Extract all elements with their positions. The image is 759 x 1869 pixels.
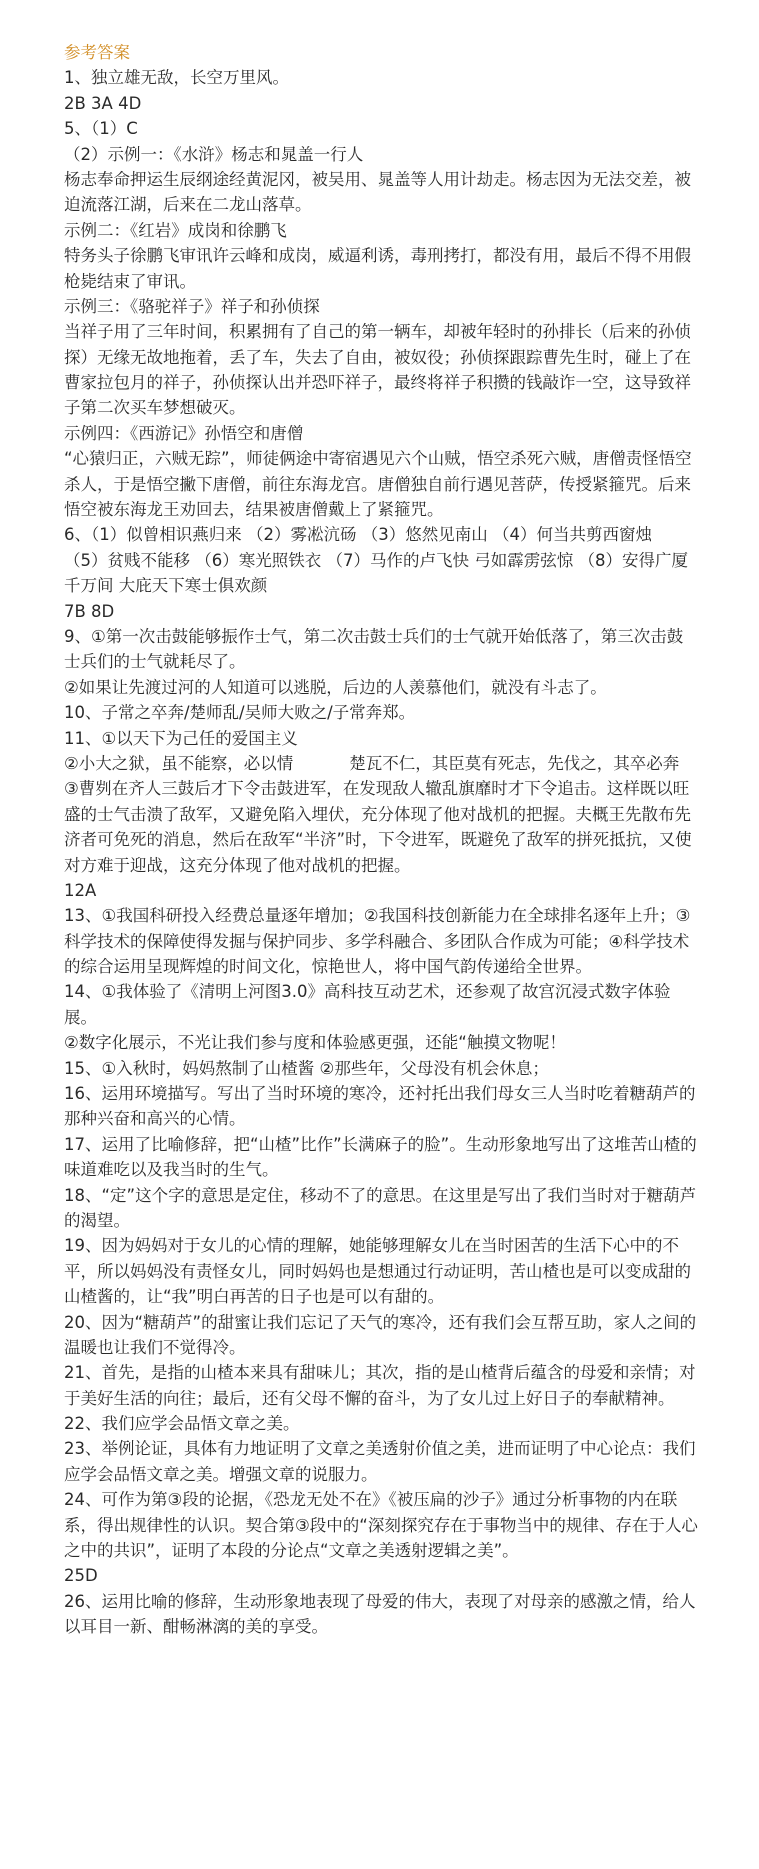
answer-line: 21、首先，是指的山楂本来具有甜味儿；其次，指的是山楂背后蕴含的母爱和亲情；对	[64, 1363, 696, 1383]
answer-line: 山楂酱的，让“我”明白再苦的日子也是可以有甜的。	[64, 1287, 445, 1307]
answer-line: 迫流落江湖，后来在二龙山落草。	[64, 195, 312, 215]
answer-line: 22、我们应学会品悟文章之美。	[64, 1414, 300, 1434]
answer-line: 的综合运用呈现辉煌的时间文化，惊艳世人，将中国气韵传递给全世界。	[64, 957, 592, 977]
answer-line: 2B 3A 4D	[64, 93, 142, 113]
answer-line-right: 楚瓦不仁，其臣莫有死志，先伐之，其卒必奔	[349, 753, 680, 773]
answer-line-left: ②小大之狱，虽不能察，必以情	[64, 753, 294, 773]
answer-line: （2）示例一：《水浒》杨志和晁盖一行人	[64, 144, 364, 164]
answer-line: 示例四：《西游记》孙悟空和唐僧	[64, 423, 304, 443]
answer-line: 示例二：《红岩》成岗和徐鹏飞	[64, 220, 287, 240]
answer-line: 于美好生活的向往；最后，还有父母不懈的奋斗，为了女儿过上好日子的奉献精神。	[64, 1388, 675, 1408]
answer-line: 特务头子徐鹏飞审讯许云峰和成岗，威逼利诱，毒刑拷打，都没有用，最后不得不用假	[64, 246, 691, 266]
answer-line: 19、因为妈妈对于女儿的心情的理解，她能够理解女儿在当时困苦的生活下心中的不	[64, 1236, 679, 1256]
answer-line: 应学会品悟文章之美。增强文章的说服力。	[64, 1464, 378, 1484]
answer-line: 15、①入秋时，妈妈熬制了山楂酱 ②那些年，父母没有机会休息；	[64, 1058, 549, 1078]
answer-line: 24、可作为第③段的论据，《恐龙无处不在》《被压扁的沙子》通过分析事物的内在联	[64, 1490, 678, 1510]
answer-line: 13、①我国科研投入经费总量逐年增加；②我国科技创新能力在全球排名逐年上升；③	[64, 906, 691, 926]
answer-line: 那种兴奋和高兴的心情。	[64, 1109, 246, 1129]
answer-line: 杨志奉命押运生辰纲途经黄泥冈，被吴用、晁盖等人用计劫走。杨志因为无法交差，被	[64, 169, 691, 189]
answer-line: 17、运用了比喻修辞，把“山楂”比作”长满麻子的脸”。生动形象地写出了这堆苦山楂的	[64, 1134, 697, 1154]
answer-line: 探）无缘无故地拖着，丢了车，失去了自由，被奴役；孙侦探跟踪曹先生时，碰上了在	[64, 347, 691, 367]
answer-line: 9、①第一次击鼓能够振作士气，第二次击鼓士兵们的士气就开始低落了，第三次击鼓	[64, 626, 684, 646]
answer-line: 1、独立雄无敌，长空万里风。	[64, 68, 289, 88]
answer-line: 科学技术的保障使得发掘与保护同步、多学科融合、多团队合作成为可能；④科学技术	[64, 931, 690, 951]
answer-line: 曹家拉包月的祥子，孙侦探认出并恐吓祥子，最终将祥子积攒的钱敲诈一空，这导致祥	[64, 373, 691, 393]
answer-key-heading: 参考答案	[64, 43, 130, 62]
answer-line: 枪毙结束了审讯。	[64, 271, 196, 291]
answer-line: 平，所以妈妈没有责怪女儿，同时妈妈也是想通过行动证明，苦山楂也是可以变成甜的	[64, 1261, 691, 1281]
answer-line: 味道难吃以及我当时的生气。	[64, 1160, 279, 1180]
answer-line: 悟空被东海龙王劝回去，结果被唐僧戴上了紧箍咒。	[64, 500, 444, 520]
answer-line: 之中的共识”，证明了本段的分论点“文章之美透射逻辑之美”。	[64, 1541, 519, 1561]
answer-line: 18、“定”这个字的意思是定住，移动不了的意思。在这里是写出了我们当时对于糖葫芦	[64, 1185, 697, 1205]
answer-line: 展。	[64, 1007, 97, 1027]
answer-line: 子第二次买车梦想破灭。	[64, 398, 246, 418]
answer-line: 杀人，于是悟空撇下唐僧，前往东海龙宫。唐僧独自前行遇见菩萨，传授紧箍咒。后来	[64, 474, 691, 494]
answer-line: 盛的士气击溃了敌军，又避免陷入埋伏，充分体现了他对战机的把握。夫概王先散布先	[64, 804, 691, 824]
answer-line: ②数字化展示，不光让我们参与度和体验感更强，还能“触摸文物呢！	[64, 1033, 566, 1053]
answer-line: 7B 8D	[64, 601, 115, 621]
answer-line: 23、举例论证，具体有力地证明了文章之美透射价值之美，进而证明了中心论点：我们	[64, 1439, 696, 1459]
answer-line-two-part	[64, 751, 751, 776]
answer-line: ②如果让先渡过河的人知道可以逃脱，后边的人羡慕他们，就没有斗志了。	[64, 677, 607, 697]
answer-line: （5）贫贱不能移 （6）寒光照铁衣 （7）马作的卢飞快 弓如霹雳弦惊 （8）安得广厦	[64, 550, 688, 570]
answer-line: 11、①以天下为己任的爱国主义	[64, 728, 298, 748]
answer-line: 20、因为“糖葫芦”的甜蜜让我们忘记了天气的寒冷，还有我们会互帮互助，家人之间的	[64, 1312, 697, 1332]
answer-line: 对方难于迎战，这充分体现了他对战机的把握。	[64, 855, 411, 875]
answer-line: 济者可免死的消息，然后在敌军“半济”时，下令进军，既避免了敌军的拼死抵抗，又使	[64, 830, 692, 850]
answer-line: “心猿归正，六贼无踪”，师徒俩途中寄宿遇见六个山贼，悟空杀死六贼，唐僧责怪悟空	[64, 449, 692, 469]
answer-line: 16、运用环境描写。写出了当时环境的寒冷，还衬托出我们母女三人当时吃着糖葫芦的	[64, 1084, 696, 1104]
answer-line: 以耳目一新、酣畅淋漓的美的享受。	[64, 1617, 328, 1637]
answer-line: 5、（1）C	[64, 119, 138, 139]
answer-line: ③曹刿在齐人三鼓后才下令击鼓进军，在发现敌人辙乱旗靡时才下令追击。这样既以旺	[64, 779, 690, 799]
answer-line: 温暖也让我们不觉得冷。	[64, 1337, 246, 1357]
answer-line: 示例三：《骆驼祥子》祥子和孙侦探	[64, 296, 320, 316]
answer-line: 25D	[64, 1566, 98, 1586]
answer-line: 14、①我体验了《清明上河图3.0》高科技互动艺术，还参观了故宫沉浸式数字体验	[64, 982, 671, 1002]
answer-line: 26、运用比喻的修辞，生动形象地表现了母爱的伟大，表现了对母亲的感激之情，给人	[64, 1591, 696, 1611]
answer-line: 的渴望。	[64, 1210, 130, 1230]
answer-line: 12A	[64, 880, 97, 900]
answer-line: 士兵们的士气就耗尽了。	[64, 652, 246, 672]
answer-line: 10、子常之卒奔/楚师乱/吴师大败之/子常奔郑。	[64, 703, 416, 723]
answer-line: 系，得出规律性的认识。契合第③段中的“深刻探究存在于事物当中的规律、存在于人心	[64, 1515, 698, 1535]
answer-line: 6、（1）似曾相识燕归来 （2）雾凇沆砀 （3）悠然见南山 （4）何当共剪西窗烛	[64, 525, 652, 545]
answer-line: 当祥子用了三年时间，积累拥有了自己的第一辆车，却被年轻时的孙排长（后来的孙侦	[64, 322, 691, 342]
answer-line: 千万间 大庇天下寒士俱欢颜	[64, 576, 268, 596]
